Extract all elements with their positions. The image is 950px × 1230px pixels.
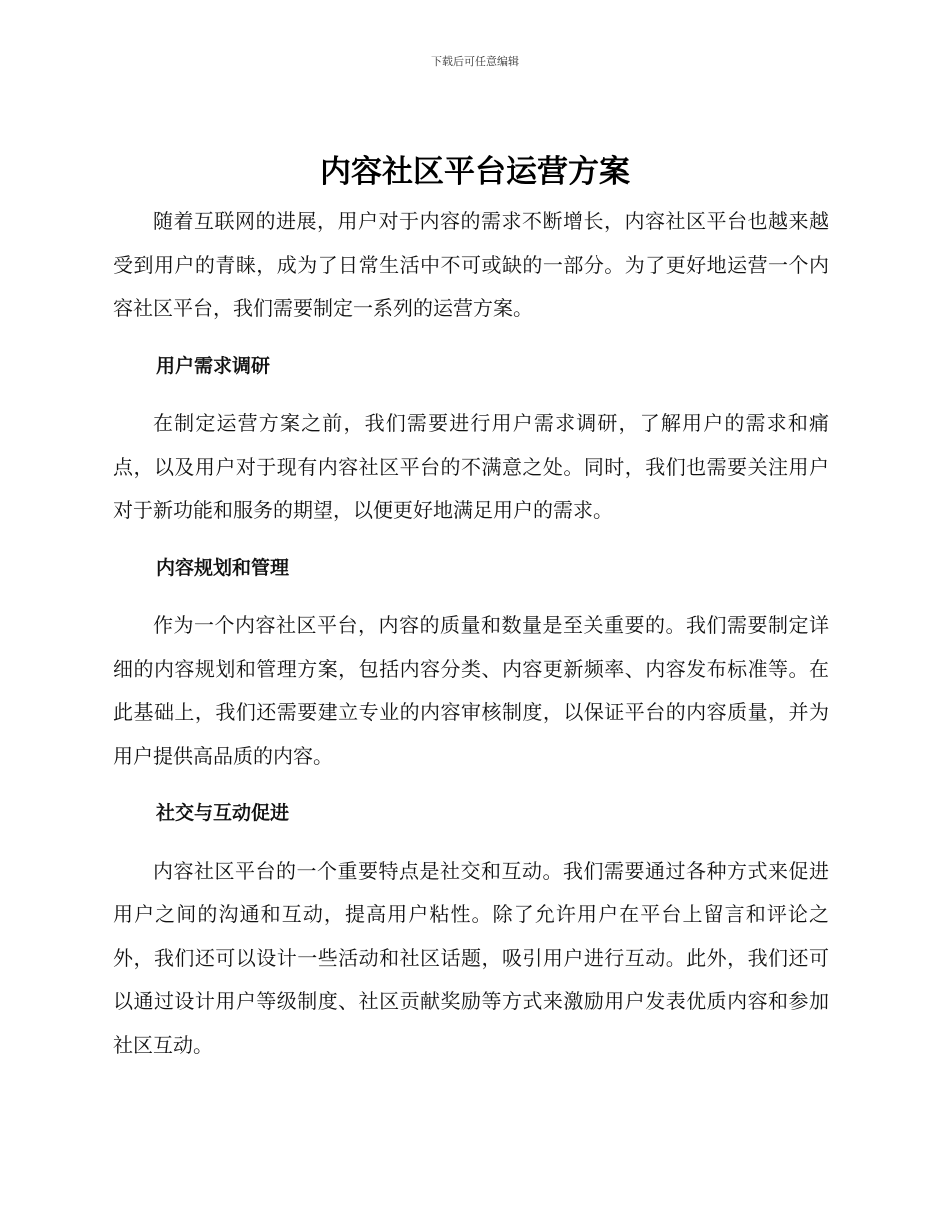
- document-body: [113, 200, 829, 1067]
- header-note: 下载后可任意编辑: [431, 55, 519, 68]
- section-body-user-research: 在制定运营方案之前，我们需要进行用户需求调研，了解用户的需求和痛点，以及用户对于现有内容社区平台的不满意之处。同时，我们也需要关注用户对于新功能和服务的期望，以便更好地满足用户的需求。: [113, 411, 829, 522]
- section-body-social-interaction: 内容社区平台的一个重要特点是社交和互动。我们需要通过各种方式来促进用户之间的沟通和互动，提高用户粘性。除了允许用户在平台上留言和评论之外，我们还可以设计一些活动和社区话题，吸引用户进行互动。此外，我们还可以通过设计用户等级制度、社区贡献奖励等方式来激励用户发表优质内容和参加社区互动。: [113, 858, 829, 1057]
- section-heading-content-management: 内容规划和管理: [156, 556, 290, 579]
- document-title: 内容社区平台运营方案: [320, 154, 630, 190]
- section-heading-social-interaction: 社交与互动促进: [156, 802, 290, 824]
- section-heading-user-research: 用户需求调研: [156, 354, 271, 377]
- intro-paragraph: 随着互联网的进展，用户对于内容的需求不断增长，内容社区平台也越来越受到用户的青睐，成为了日常生活中不可或缺的一部分。为了更好地运营一个内容社区平台，我们需要制定一系列的运营方案。: [113, 209, 829, 320]
- section-body-content-management: 作为一个内容社区平台，内容的质量和数量是至关重要的。我们需要制定详细的内容规划和管理方案，包括内容分类、内容更新频率、内容发布标准等。在此基础上，我们还需要建立专业的内容审核制度，以保证平台的内容质量，并为用户提供高品质的内容。: [113, 613, 829, 768]
